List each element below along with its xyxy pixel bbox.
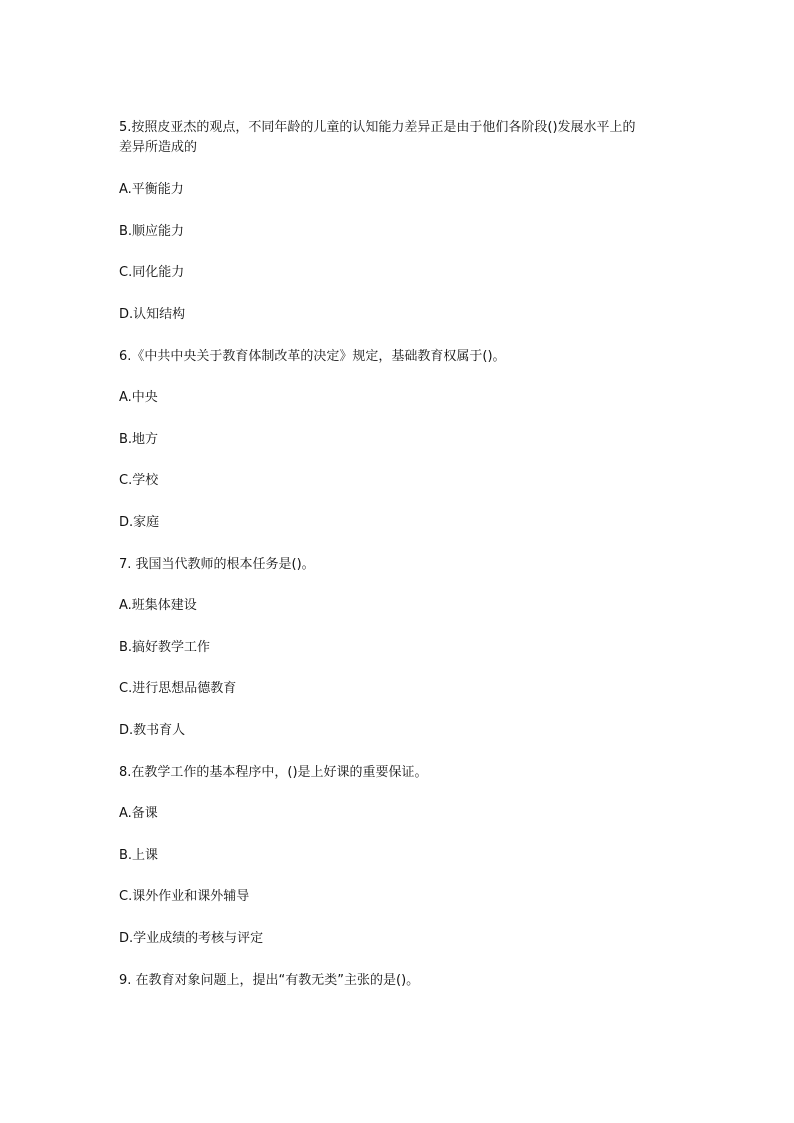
question-8-option-a: A.备课 — [119, 806, 158, 821]
question-5-option-c: C.同化能力 — [119, 265, 185, 280]
question-5-option-a: A.平衡能力 — [119, 182, 184, 197]
question-7-option-b: B.搞好教学工作 — [119, 640, 211, 655]
question-5-stem-line-2: 差异所造成的 — [119, 140, 198, 155]
question-7-option-a: A.班集体建设 — [119, 598, 197, 613]
question-8-stem: 8.在教学工作的基本程序中，()是上好课的重要保证。 — [119, 765, 428, 780]
question-6-option-d: D.家庭 — [119, 515, 160, 530]
question-5-stem-line-1: 5.按照皮亚杰的观点，不同年龄的儿童的认知能力差异正是由于他们各阶段()发展水平上的 — [119, 120, 636, 135]
question-6-option-b: B.地方 — [119, 432, 159, 447]
question-7-option-c: C.进行思想品德教育 — [119, 681, 237, 696]
question-9-stem: 9. 在教育对象问题上，提出“有教无类”主张的是()。 — [119, 973, 420, 988]
question-7-stem: 7. 我国当代教师的根本任务是()。 — [119, 557, 315, 572]
question-6-option-a: A.中央 — [119, 390, 158, 405]
question-8-option-c: C.课外作业和课外辅导 — [119, 889, 250, 904]
question-8-option-d: D.学业成绩的考核与评定 — [119, 931, 264, 946]
question-6-stem: 6.《中共中央关于教育体制改革的决定》规定，基础教育权属于()。 — [119, 349, 506, 364]
question-5-option-b: B.顺应能力 — [119, 224, 185, 239]
question-5-option-d: D.认知结构 — [119, 307, 186, 322]
question-6-option-c: C.学校 — [119, 473, 159, 488]
question-7-option-d: D.教书育人 — [119, 723, 186, 738]
question-8-option-b: B.上课 — [119, 848, 159, 863]
